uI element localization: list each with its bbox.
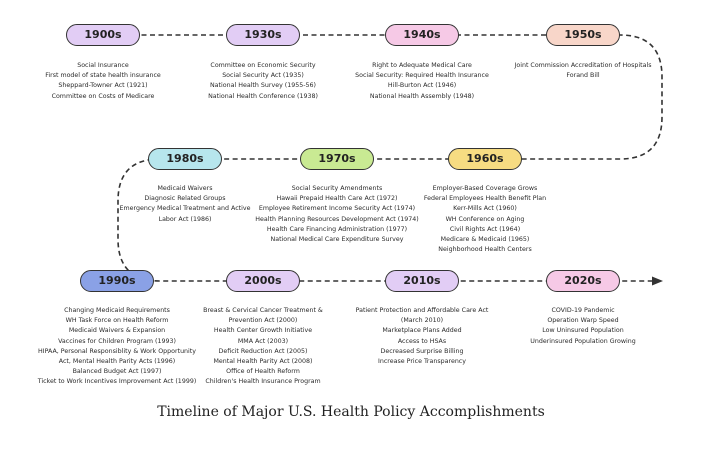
diagram-caption: Timeline of Major U.S. Health Policy Accomplishments: [157, 404, 545, 420]
list-item: Employee Retirement Income Security Act (1974): [258, 205, 416, 213]
list-item: COVID-19 Pandemic: [551, 307, 615, 314]
decade-pill-1940s: 1940s: [385, 24, 459, 46]
list-item: Balanced Budget Act (1997): [72, 368, 162, 376]
list-item: Social Security: Required Health Insurance: [355, 72, 489, 80]
list-item: Joint Commission Accreditation of Hospitals: [514, 62, 652, 69]
list-item: Medicaid Waivers & Expansion: [68, 327, 166, 335]
list-item: Changing Medicaid Requirements: [64, 307, 170, 314]
decade-items-2000s: [173, 306, 353, 388]
list-item: Committee on Costs of Medicare: [51, 92, 155, 100]
list-item: Breast & Cervical Cancer Treatment & Prevention Act (2000): [203, 307, 323, 325]
decade-pill-2020s: 2020s: [546, 270, 620, 292]
decade-items-1930s: [173, 61, 353, 102]
decade-pill-1990s: 1990s: [80, 270, 154, 292]
list-item: Social Security Amendments: [291, 185, 383, 192]
list-item: Diagnosic Related Groups: [144, 195, 226, 203]
list-item: Civil Rights Act (1964): [449, 225, 521, 233]
decade-pill-1960s: 1960s: [448, 148, 522, 170]
list-item: Employer-Based Coverage Grows: [432, 185, 538, 192]
list-item: Underinsured Population Growing: [530, 337, 636, 345]
timeline-arrow-head-icon: [652, 277, 663, 286]
list-item: Neighborhood Health Centers: [438, 246, 532, 254]
list-item: Deficit Reduction Act (2005): [218, 347, 308, 355]
list-item: Patient Protection and Affordable Care Act (March 2010): [355, 307, 489, 325]
list-item: WH Conference on Aging: [445, 215, 525, 223]
list-item: National Medical Care Expenditure Survey: [270, 236, 404, 244]
decade-items-2020s: [493, 306, 673, 347]
list-item: Mental Health Parity Act (2008): [213, 358, 313, 366]
list-item: Hill-Burton Act (1946): [387, 82, 457, 90]
list-item: Social Insurance: [77, 62, 129, 69]
decade-items-2010s: [332, 306, 512, 367]
decade-pill-1930s: 1930s: [226, 24, 300, 46]
list-item: Federal Employees Health Benefit Plan: [423, 195, 547, 203]
list-item: Emergency Medical Treatment and Active Labor Act (1986): [119, 205, 251, 223]
list-item: Sheppard-Towner Act (1921): [58, 82, 148, 90]
decade-pill-1980s: 1980s: [148, 148, 222, 170]
decade-items-1980s: [95, 184, 275, 225]
decade-pill-2000s: 2000s: [226, 270, 300, 292]
list-item: Hawaii Prepaid Health Care Act (1972): [276, 195, 398, 203]
list-item: National Health Survey (1955-56): [209, 82, 317, 90]
list-item: National Health Conference (1938): [208, 92, 318, 100]
list-item: Medicaid Waivers: [157, 185, 213, 192]
list-item: Kerr-Mills Act (1960): [453, 205, 517, 213]
list-item: Social Security Act (1935): [222, 72, 304, 80]
list-item: WH Task Force on Health Reform: [65, 317, 169, 325]
list-item: Health Center Growth Initiative: [213, 327, 313, 335]
list-item: Increase Price Transparency: [377, 358, 466, 366]
list-item: Ticket to Work Incentives Improvement Act (1999): [37, 378, 197, 386]
decade-pill-2010s: 2010s: [385, 270, 459, 292]
list-item: Children's Health Insurance Program: [205, 378, 321, 386]
list-item: Health Planning Resources Development Act (1974): [255, 215, 419, 223]
decade-items-1950s: [493, 61, 673, 81]
list-item: Access to HSAs: [397, 337, 447, 345]
list-item: Medicare & Medicaid (1965): [440, 236, 530, 244]
list-item: First model of state health insurance: [45, 72, 161, 80]
decade-items-1900s: [13, 61, 193, 102]
list-item: Committee on Economic Security: [210, 62, 316, 69]
list-item: HIPAA, Personal Responsiblity & Work Opportunity Act, Mental Health Parity Acts (1996): [37, 347, 196, 366]
list-item: Office of Health Reform: [226, 368, 300, 376]
decade-pill-1900s: 1900s: [66, 24, 140, 46]
list-item: Vaccines for Children Program (1993): [58, 337, 176, 345]
list-item: Right to Adequate Medical Care: [372, 62, 472, 69]
decade-items-1940s: [332, 61, 512, 102]
list-item: Forand Bill: [566, 72, 600, 80]
list-item: National Health Assembly (1948): [369, 92, 475, 100]
list-item: Marketplace Plans Added: [382, 327, 462, 335]
list-item: Operation Warp Speed: [547, 317, 619, 325]
list-item: Low Uninsured Population: [542, 327, 624, 335]
list-item: Health Care Financing Administration (1977): [266, 225, 408, 233]
decade-pill-1950s: 1950s: [546, 24, 620, 46]
list-item: Decreased Surprise Billing: [380, 347, 464, 355]
list-item: MMA Act (2003): [237, 337, 289, 345]
decade-pill-1970s: 1970s: [300, 148, 374, 170]
